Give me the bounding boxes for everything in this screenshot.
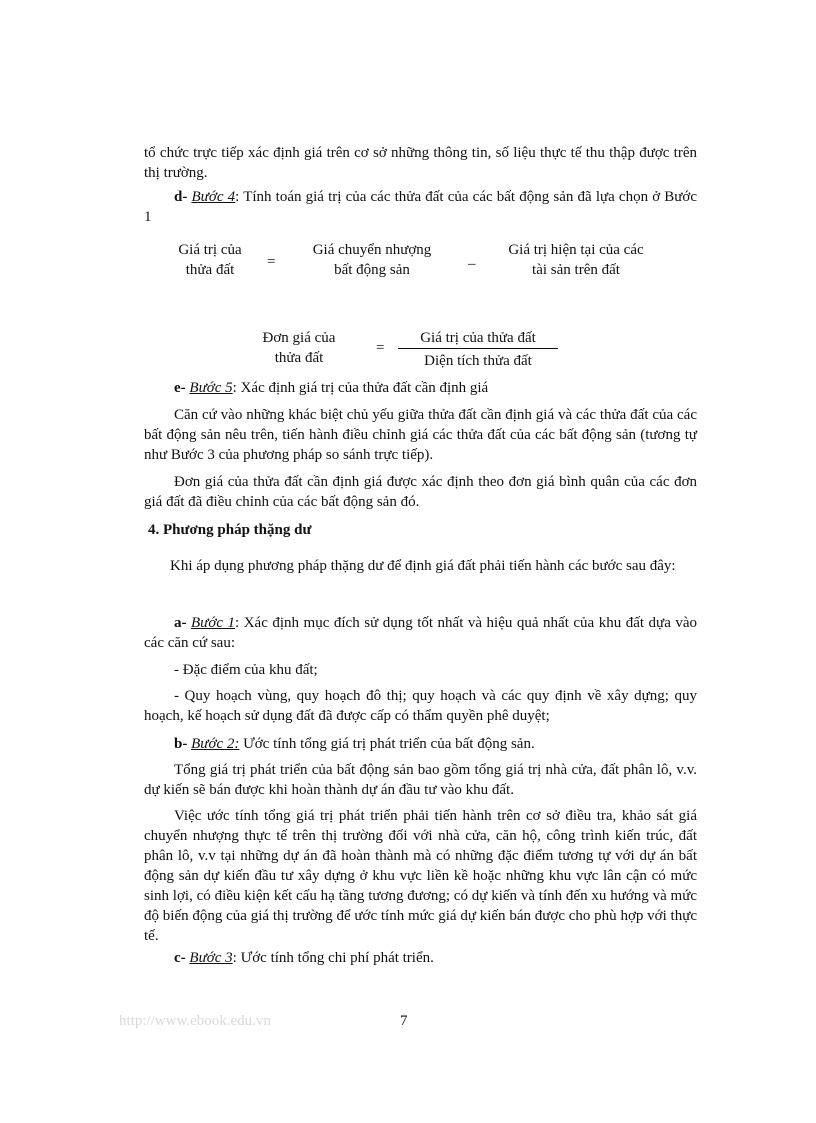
formula2-left-line2: thửa đất (274, 350, 324, 366)
paragraph-step-c (144, 948, 697, 968)
formula2-denominator: Diện tích thửa đất (424, 353, 532, 369)
formula2-equals: = (376, 340, 385, 356)
formula1-right-line1: Giá trị hiện tại của các (508, 242, 644, 258)
paragraph-step-d (144, 187, 697, 227)
section-heading-4 (148, 520, 688, 540)
bullet-quy-hoach: - Quy hoạch vùng, quy hoạch đô thị; quy hoạch và các quy định về xây dựng; quy hoạch, kế hoạch sử dụng đất đã được cấp có thẩm quyền phê duyệt; (144, 688, 697, 724)
formula2-left (244, 328, 354, 368)
formula2-fraction-line (398, 348, 558, 349)
formula1-left-line1: Giá trị của (178, 242, 242, 258)
paragraph-intro: tổ chức trực tiếp xác định giá trên cơ sở những thông tin, số liệu thực tế thu thập được trên thị trường. (144, 145, 697, 181)
paragraph-viec-uoc-tinh: Việc ước tính tổng giá trị phát triển phải tiến hành trên cơ sở điều tra, khảo sát giá chuyển nhượng thực tế trên thị trường đối với nhà cửa, căn hộ, công trình kiến trúc, đất phân lô, v.v tại những dự án đã hoàn thành mà có những đặc điểm tương tự với dự án bất động sản dự kiến đầu tư xây dựng ở khu vực liền kề hoặc những khu vực lân cận có mức sinh lợi, có điều kiện kết cấu hạ tầng tương đương; có dự kiến và tính đến xu hướng và mức độ biến động của giá thị trường để ước tính mức giá dự kiến bán được cho phù hợp với thực tế. (144, 808, 697, 944)
step-b-label: b- (174, 736, 188, 752)
formula1-right-line2: tài sản trên đất (532, 262, 620, 278)
page-number: 7 (400, 1013, 408, 1029)
section-heading-4-text: 4. Phương pháp thặng dư (148, 522, 312, 538)
paragraph-can-cu: Căn cứ vào những khác biệt chủ yếu giữa thửa đất cần định giá và các thửa đất của các bất động sản nêu trên, tiến hành điều chỉnh giá các thửa đất của các bất động sản (tương tự như Bước 3 của phương pháp so sánh trực tiếp). (144, 407, 697, 463)
paragraph-tong-gia-tri: Tổng giá trị phát triển của bất động sản bao gồm tổng giá trị nhà cửa, đất phân lô, v.v. dự kiến sẽ bán được khi hoàn thành dự án đầu tư vào khu đất. (144, 762, 697, 798)
step-a-link: Bước 1 (191, 615, 236, 631)
step-a-text: : Xác định mục đích sử dụng tốt nhất và hiệu quả nhất của khu đất dựa vào các căn cứ sau: (144, 615, 698, 651)
step-c-link: Bước 3 (189, 950, 233, 966)
step-d-link: Bước 4 (191, 189, 236, 205)
formula1-left-line2: thửa đất (185, 262, 235, 278)
footer-url[interactable]: http://www.ebook.edu.vn (119, 1013, 271, 1029)
step-c-label: c- (174, 950, 186, 966)
paragraph-step-e (144, 378, 697, 398)
formula1-mid-line2: bất động sản (334, 262, 410, 278)
formula1-mid-line1: Giá chuyển nhượng (312, 242, 432, 258)
step-b-link: Bước 2: (191, 736, 240, 752)
formula1-equals: = (267, 254, 276, 270)
step-a-label: a- (174, 615, 187, 631)
step-b-text: Ước tính tổng giá trị phát triển của bất động sản. (239, 736, 535, 752)
formula1-minus: – (468, 256, 476, 272)
step-d-text: : Tính toán giá trị của các thửa đất của các bất động sản đã lựa chọn ở Bước 1 (144, 189, 698, 225)
formula1-left (160, 240, 260, 280)
formula2-left-line1: Đơn giá của (262, 330, 336, 346)
paragraph-step-b (144, 734, 697, 754)
step-e-text: : Xác định giá trị của thửa đất cần định giá (232, 380, 489, 396)
step-d-label: d- (174, 189, 188, 205)
paragraph-don-gia: Đơn giá của thửa đất cần định giá được xác định theo đơn giá bình quân của các đơn giá đất đã điều chỉnh của các bất động sản đó. (144, 474, 697, 510)
paragraph-khi-ap-dung: Khi áp dụng phương pháp thặng dư để định giá đất phải tiến hành các bước sau đây: (170, 558, 676, 574)
paragraph-step-a (144, 613, 697, 653)
formula1-middle (296, 240, 448, 280)
step-e-link: Bước 5 (189, 380, 233, 396)
step-e-label: e- (174, 380, 186, 396)
formula2-numerator: Giá trị của thửa đất (420, 330, 536, 346)
bullet-dac-diem: - Đặc điểm của khu đất; (174, 662, 318, 678)
step-c-text: : Ước tính tổng chi phí phát triển. (232, 950, 434, 966)
formula1-right (486, 240, 666, 280)
